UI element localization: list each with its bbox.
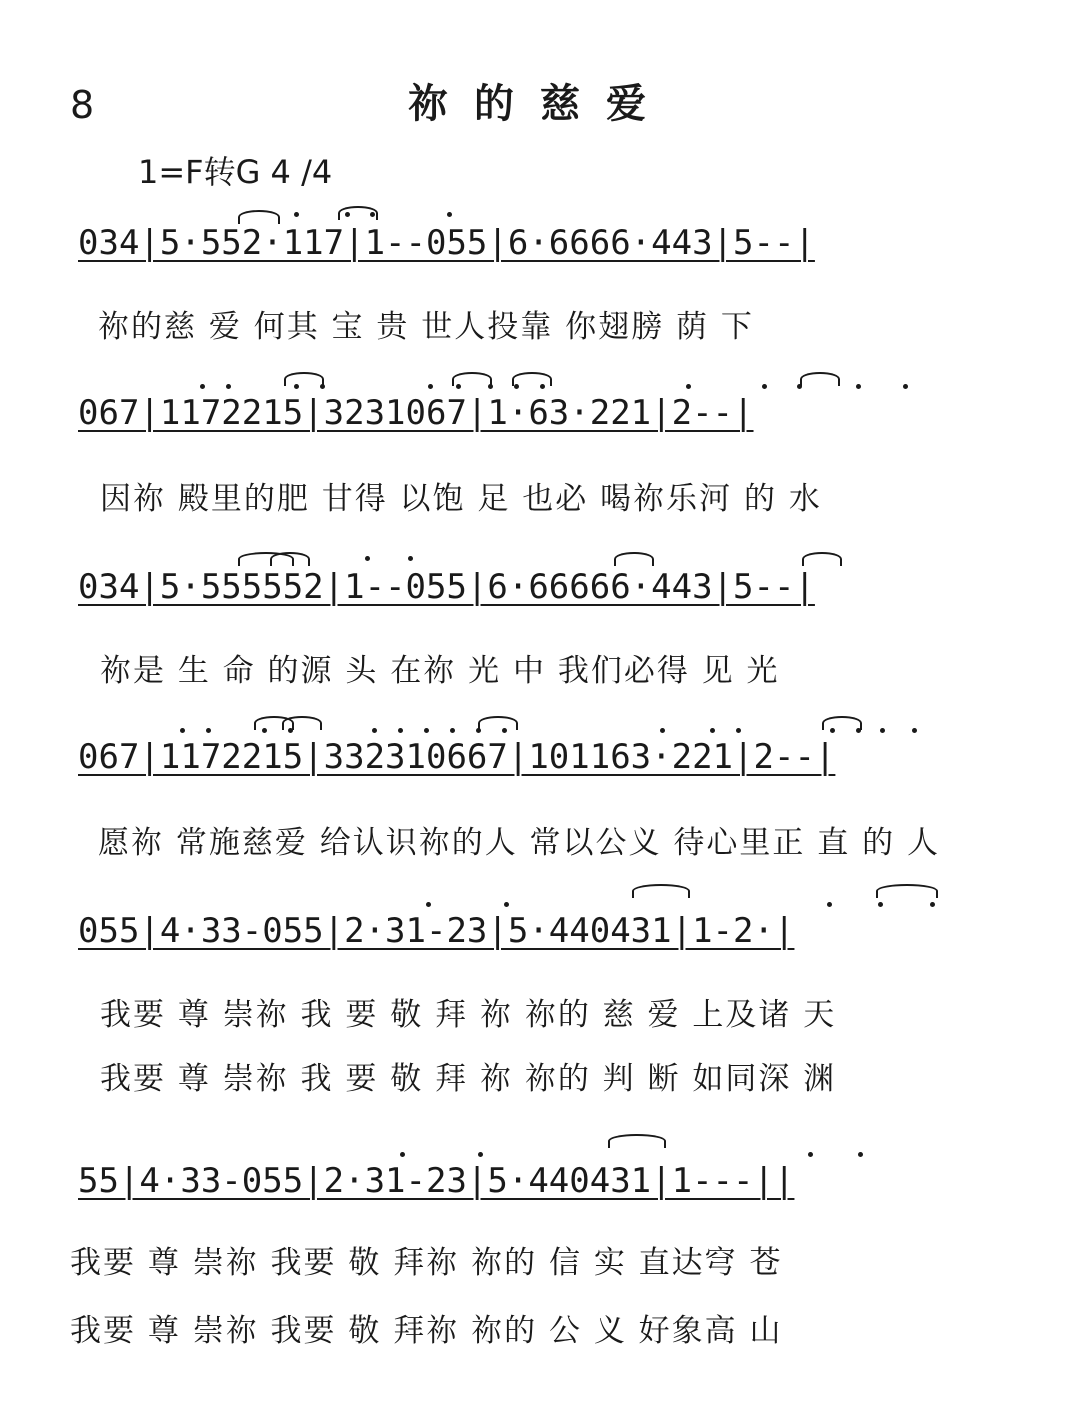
octave-dot [930, 902, 935, 907]
slur [270, 552, 310, 566]
notation-line-1 [78, 223, 815, 263]
octave-dot [858, 1152, 863, 1157]
lyric-line-1: 祢的慈 爱 何其 宝 贵 世人投靠 你翅膀 荫 下 [98, 309, 754, 345]
octave-dot [912, 728, 917, 733]
octave-dot [372, 728, 377, 733]
octave-dot [878, 902, 883, 907]
octave-dot [400, 1152, 405, 1157]
octave-dot [504, 902, 509, 907]
notation-line-5-text: 055|4·33-055|2·31-23|5·440431|1-2·| [78, 911, 795, 951]
octave-dot [514, 384, 519, 389]
slur [608, 1134, 666, 1148]
octave-dot [398, 728, 403, 733]
octave-dot [408, 556, 413, 561]
octave-dot [447, 212, 452, 217]
slur [802, 552, 842, 566]
notation-line-6-text: 55|4·33-055|2·31-23|5·440431|1---|| [78, 1161, 795, 1201]
notation-line-2-text: 067|1172215|3231067|1·63·221|2--| [78, 393, 754, 433]
octave-dot [262, 728, 267, 733]
octave-dot [456, 384, 461, 389]
octave-dot [226, 384, 231, 389]
octave-dot [424, 728, 429, 733]
octave-dot [345, 212, 350, 217]
slur [284, 372, 324, 386]
notation-line-3-text: 034|5·555552|1--055|6·66666·443|5--| [78, 567, 815, 607]
octave-dot [288, 728, 293, 733]
octave-dot [827, 902, 832, 907]
octave-dot [370, 212, 375, 217]
octave-dot [365, 556, 370, 561]
octave-dot [686, 384, 691, 389]
slur [876, 884, 938, 898]
octave-dot [660, 728, 665, 733]
octave-dot [762, 384, 767, 389]
slur [614, 552, 654, 566]
notation-line-5 [78, 911, 795, 951]
octave-dot [426, 902, 431, 907]
notation-line-4 [78, 737, 836, 777]
octave-dot [880, 728, 885, 733]
slur [478, 716, 518, 730]
octave-dot [797, 384, 802, 389]
octave-dot [206, 728, 211, 733]
octave-dot [294, 212, 299, 217]
octave-dot [180, 728, 185, 733]
octave-dot [200, 384, 205, 389]
octave-dot [502, 728, 507, 733]
lyric-line-6a: 我要 尊 崇祢 我要 敬 拜祢 祢的 信 实 直达穹 苍 [70, 1245, 783, 1281]
notation-line-2 [78, 393, 754, 433]
key-signature: 1=F转G 4 /4 [138, 153, 333, 191]
lyric-line-5a: 我要 尊 崇祢 我 要 敬 拜 祢 祢的 慈 爱 上及诸 天 [100, 997, 837, 1033]
octave-dot [488, 384, 493, 389]
notation-line-3 [78, 567, 815, 607]
octave-dot [856, 384, 861, 389]
slur [238, 210, 280, 224]
lyric-line-2: 因祢 殿里的肥 甘得 以饱 足 也必 喝祢乐河 的 水 [100, 481, 822, 517]
octave-dot [320, 384, 325, 389]
octave-dot [736, 728, 741, 733]
octave-dot [476, 728, 481, 733]
octave-dot [450, 728, 455, 733]
octave-dot [478, 1152, 483, 1157]
notation-line-1-text: 034|5·552·117|1--055|6·6666·443|5--| [78, 223, 815, 263]
octave-dot [856, 728, 861, 733]
octave-dot [808, 1152, 813, 1157]
octave-dot [294, 384, 299, 389]
octave-dot [428, 384, 433, 389]
lyric-line-5b: 我要 尊 崇祢 我 要 敬 拜 祢 祢的 判 断 如同深 渊 [100, 1061, 837, 1097]
notation-line-4-text: 067|1172215|332310667|101163·221|2--| [78, 737, 836, 777]
octave-dot [540, 384, 545, 389]
slur [632, 884, 690, 898]
lyric-line-4: 愿祢 常施慈爱 给认识祢的人 常以公义 待心里正 直 的 人 [98, 825, 940, 861]
song-title: 祢的慈爱 [408, 81, 672, 127]
lyric-line-6b: 我要 尊 崇祢 我要 敬 拜祢 祢的 公 义 好象高 山 [70, 1313, 783, 1349]
page-number: 8 [70, 83, 95, 127]
lyric-line-3: 祢是 生 命 的源 头 在祢 光 中 我们必得 见 光 [100, 653, 780, 689]
notation-line-6 [78, 1161, 795, 1201]
octave-dot [903, 384, 908, 389]
octave-dot [830, 728, 835, 733]
slur [800, 372, 840, 386]
octave-dot [710, 728, 715, 733]
